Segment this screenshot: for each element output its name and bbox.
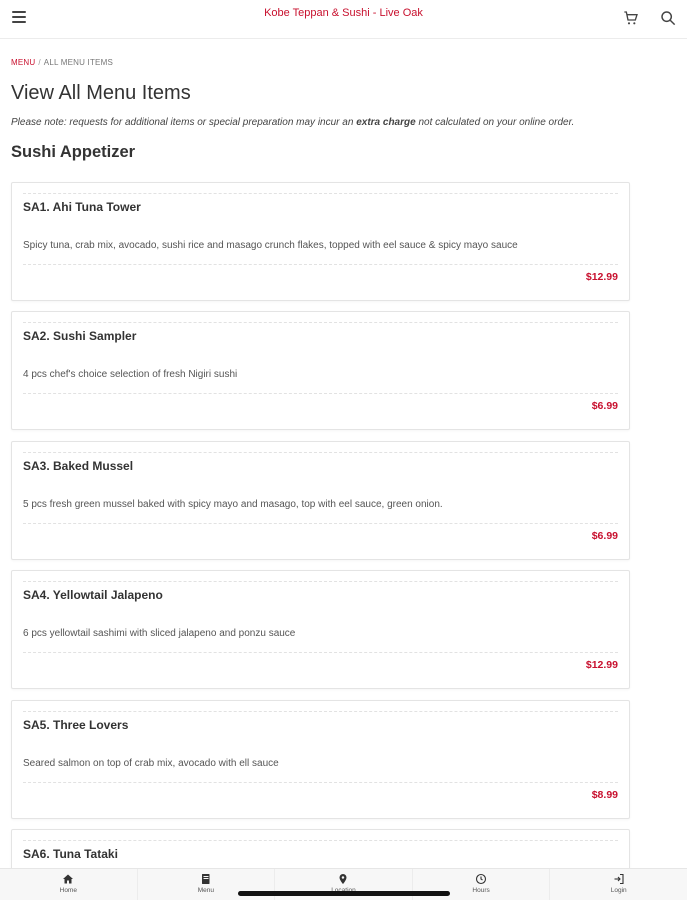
clock-icon <box>475 873 487 885</box>
breadcrumb-menu-link[interactable]: MENU <box>11 58 36 67</box>
menu-book-icon <box>200 873 212 885</box>
divider <box>23 652 618 653</box>
menu-item-name: SA4. Yellowtail Jalapeno <box>23 588 163 602</box>
divider <box>23 322 618 323</box>
menu-item-name: SA6. Tuna Tataki <box>23 847 118 861</box>
note-suffix: not calculated on your online order. <box>418 117 575 128</box>
menu-item-card[interactable] <box>11 311 630 430</box>
menu-item-name: SA2. Sushi Sampler <box>23 329 137 343</box>
nav-label: Hours <box>472 887 490 894</box>
menu-item-card[interactable] <box>11 441 630 560</box>
section-title: Sushi Appetizer <box>11 143 136 161</box>
menu-item-price: $12.99 <box>585 271 618 283</box>
menu-item-name: SA5. Three Lovers <box>23 718 129 732</box>
note-emphasis: extra charge <box>356 117 416 128</box>
menu-item-name: SA3. Baked Mussel <box>23 459 134 473</box>
divider <box>23 581 618 582</box>
divider <box>23 193 618 194</box>
menu-item-description: Spicy tuna, crab mix, avocado, sushi rice and masago crunch flakes, topped with eel sauce & spicy mayo sauce <box>23 240 518 251</box>
search-icon[interactable] <box>660 10 676 26</box>
nav-label: Home <box>59 887 77 894</box>
nav-login[interactable] <box>550 869 687 900</box>
top-bar <box>0 0 687 39</box>
divider <box>23 782 618 783</box>
breadcrumb-current: ALL MENU ITEMS <box>43 58 113 67</box>
login-icon <box>613 873 625 885</box>
menu-item-card[interactable] <box>11 570 630 689</box>
note-prefix: Please note: requests for additional items or special preparation may incur an <box>11 117 354 128</box>
page-title: View All Menu Items <box>11 82 191 104</box>
divider <box>23 452 618 453</box>
menu-item-description: Seared salmon on top of crab mix, avocado with ell sauce <box>23 758 279 769</box>
divider <box>23 523 618 524</box>
order-note <box>11 117 671 128</box>
menu-item-price: $8.99 <box>591 789 618 801</box>
menu-item-card[interactable] <box>11 700 630 819</box>
nav-label: Menu <box>197 887 215 894</box>
divider <box>23 711 618 712</box>
cart-icon[interactable] <box>623 10 639 26</box>
divider <box>23 264 618 265</box>
location-pin-icon <box>337 873 349 885</box>
menu-item-description: 6 pcs yellowtail sashimi with sliced jalapeno and ponzu sauce <box>23 628 296 639</box>
breadcrumb <box>11 58 113 67</box>
breadcrumb-separator: / <box>38 58 41 67</box>
menu-item-name: SA1. Ahi Tuna Tower <box>23 200 141 214</box>
nav-label: Login <box>610 887 627 894</box>
menu-item-price: $6.99 <box>591 400 618 412</box>
home-indicator <box>238 891 450 896</box>
home-icon <box>62 873 74 885</box>
menu-item-description: 4 pcs chef's choice selection of fresh Nigiri sushi <box>23 369 238 380</box>
divider <box>23 393 618 394</box>
divider <box>23 840 618 841</box>
menu-item-price: $6.99 <box>591 530 618 542</box>
nav-home[interactable] <box>0 869 138 900</box>
menu-item-card[interactable] <box>11 182 630 301</box>
menu-item-price: $12.99 <box>585 659 618 671</box>
menu-item-description: 5 pcs fresh green mussel baked with spicy mayo and masago, top with eel sauce, green onion. <box>23 499 443 510</box>
app-title: Kobe Teppan & Sushi - Live Oak <box>264 7 423 19</box>
